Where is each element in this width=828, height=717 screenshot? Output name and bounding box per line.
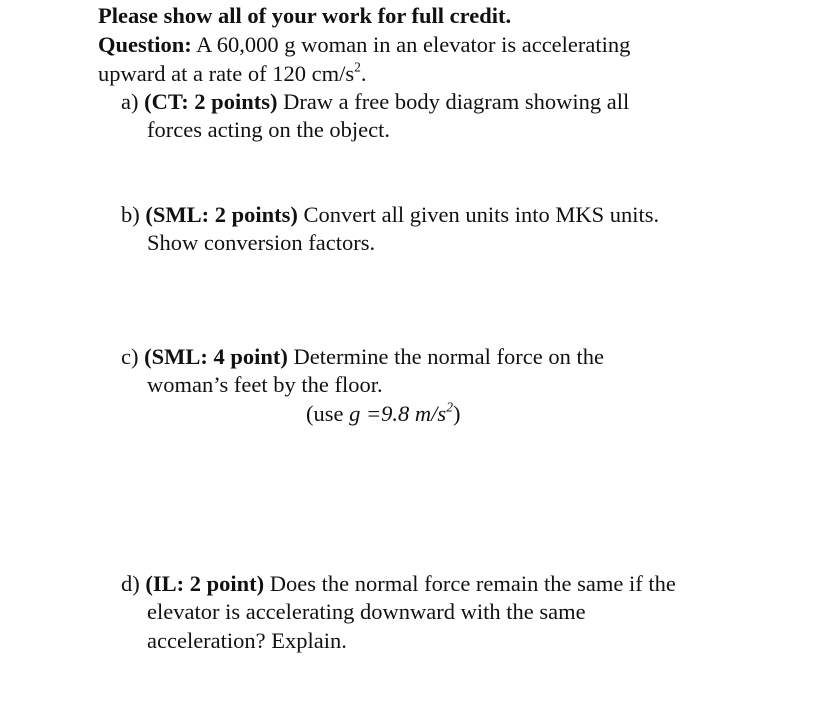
instruction-text: Please show all of your work for full credit. — [98, 3, 512, 28]
question-line-2: upward at a rate of 120 $cm/s^2$. — [98, 59, 367, 86]
part-d-line-2: elevator is accelerating downward with the same — [147, 599, 586, 624]
part-a-line-2: forces acting on the object. — [147, 117, 391, 142]
part-c-line-2: woman’s feet by the floor. — [147, 372, 383, 397]
part-d-tag: (IL: 2 point) — [145, 571, 265, 596]
part-b-line-1: b) (SML: 2 points) Convert all given units into MKS units. — [121, 202, 660, 227]
part-a-tag: (CT: 2 points) — [144, 89, 278, 114]
question-label: Question: — [98, 32, 192, 57]
part-b-line-2: Show conversion factors. — [147, 230, 376, 255]
part-c-line-1: c) (SML: 4 point) Determine the normal force on the — [121, 344, 604, 369]
part-c-hint: (use g =9.8 $m/s^2$) — [306, 399, 461, 426]
question-line-1: Question: A 60,000 g woman in an elevator is accelerating — [98, 32, 631, 57]
part-b-tag: (SML: 2 points) — [145, 202, 298, 227]
part-a-line-1: a) (CT: 2 points) Draw a free body diagram showing all — [121, 89, 630, 114]
part-d-line-1: d) (IL: 2 point) Does the normal force remain the same if the — [121, 571, 676, 596]
part-d-line-3: acceleration? Explain. — [147, 628, 347, 653]
part-c-tag: (SML: 4 point) — [144, 344, 288, 369]
